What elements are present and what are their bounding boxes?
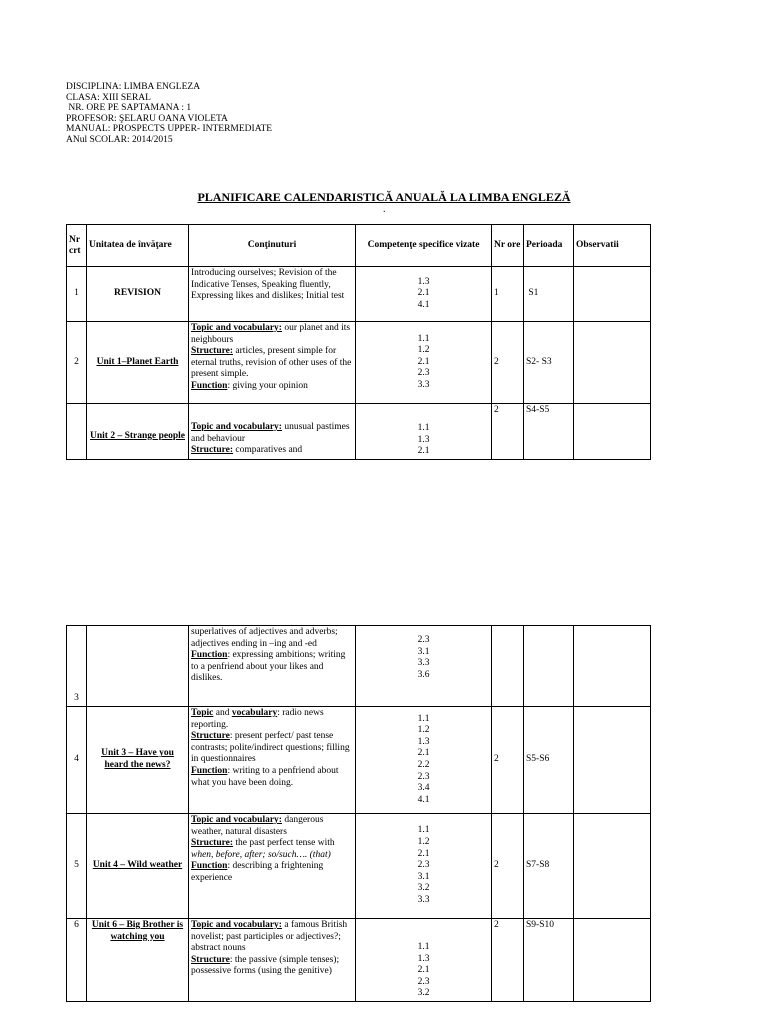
competence-item: 3.3 [417, 658, 430, 669]
content-cell [189, 404, 356, 460]
topic-text: dangerous weather, natural disasters [191, 815, 324, 837]
competence-item: 1.3 [417, 953, 430, 964]
row-number: 1 [67, 267, 87, 322]
topic-text: a famous British novelist; past participles or adjectives?; abstract nouns [191, 920, 348, 954]
table-row [67, 626, 651, 707]
period-cell [524, 626, 574, 707]
structure-label: Structure [191, 954, 230, 965]
col-header-nr: Nr crt [67, 225, 87, 267]
row-number [67, 404, 87, 460]
hours-cell: 2 [492, 404, 524, 460]
topic-mid: and [213, 708, 232, 718]
topic-label: Topic and vocabulary: [191, 323, 282, 333]
topic-label: Topic and vocabulary: [191, 920, 282, 930]
competence-item: 4.1 [417, 794, 430, 805]
table-row [67, 404, 651, 460]
observations-cell [574, 707, 651, 814]
structure-text: articles, present simple for eternal truths, revision of other uses of the present simple. [191, 346, 352, 380]
row-number: 5 [67, 814, 87, 919]
structure-text: : the passive (simple tenses); possessive forms (using the genitive) [191, 954, 340, 977]
competences-cell [356, 707, 492, 814]
observations-cell [574, 267, 651, 322]
structure-label: Structure: [191, 445, 234, 456]
structure-label: Structure [191, 731, 230, 742]
competence-item: 2.2 [417, 760, 430, 770]
observations-cell [574, 919, 651, 1002]
topic-text: our planet and its neighbours [191, 323, 351, 345]
observations-cell [574, 626, 651, 707]
unit-title: Unit 3 – Have you heard the news? [101, 748, 174, 770]
competence-item: 1.3 [417, 276, 430, 287]
document-header [66, 82, 272, 146]
period-cell: S5-S6 [524, 707, 574, 814]
function-label: Function [191, 650, 228, 661]
function-text: : expressing ambitions; writing to a penfriend about your likes and dislikes. [191, 650, 346, 684]
competence-item: 1.3 [417, 736, 430, 747]
competence-item: 1.2 [417, 345, 430, 356]
discipline-line: DISCIPLINA: LIMBA ENGLEZA [66, 82, 201, 92]
col-header-unit: Unitatea de învăţare [87, 225, 189, 267]
observations-cell [574, 404, 651, 460]
unit-name [87, 919, 189, 1002]
manual-line: MANUAL: PROSPECTS UPPER- INTERMEDIATE [66, 124, 273, 135]
period-cell: S7-S8 [524, 814, 574, 919]
topic-text: unusual pastimes and behaviour [191, 422, 350, 444]
planning-table-page2 [66, 625, 651, 1002]
function-text: : giving your opinion [227, 380, 308, 391]
page-title: PLANIFICARE CALENDARISTICĂ ANUALĂ LA LIMBA ENGLEZĂ [197, 190, 571, 204]
period-cell: S4-S5 [524, 404, 574, 460]
function-text: : describing a frightening experience [191, 861, 324, 883]
unit-title: Unit 6 – Big Brother is watching you [91, 920, 184, 942]
unit-name [87, 814, 189, 919]
structure-italic: when, before, after; so/such…. (that) [191, 849, 331, 860]
competence-item: 3.1 [417, 646, 430, 657]
unit-name [87, 707, 189, 814]
competence-item: 2.3 [417, 860, 430, 871]
competence-item: 3.2 [417, 883, 430, 894]
col-header-observations: Observatii [574, 225, 651, 267]
competence-item: 2.3 [417, 368, 430, 379]
competence-item: 1.1 [417, 942, 430, 953]
hours-cell: 2 [492, 322, 524, 404]
competence-item: 2.1 [417, 965, 430, 976]
school-year-line: ANul SCOLAR: 2014/2015 [66, 134, 173, 145]
competence-item: 1.3 [417, 434, 430, 445]
function-label: Function [191, 380, 228, 391]
topic-label: Topic and vocabulary: [191, 815, 282, 825]
col-header-hours: Nr ore [492, 225, 524, 267]
unit-name [87, 404, 189, 460]
unit-name [87, 322, 189, 404]
competence-item: 1.1 [417, 713, 430, 724]
structure-text: the past perfect tense with [233, 838, 335, 849]
table-row [67, 322, 651, 404]
col-header-content: Conţinuturi [189, 225, 356, 267]
content-text: superlatives of adjectives and adverbs; adjectives ending in –ing and -ed [191, 627, 338, 649]
competences-cell [356, 919, 492, 1002]
content-cell: Introducing ourselves; Revision of the Indicative Tenses, Speaking fluently, Expressing likes and dislikes; Initial test [189, 267, 356, 322]
hours-cell: 2 [492, 707, 524, 814]
table-row [67, 919, 651, 1002]
competence-item: 3.1 [417, 871, 430, 882]
competence-item: 2.1 [417, 446, 430, 457]
hours-line: NR. ORE PE SAPTAMANA : 1 [66, 103, 192, 114]
structure-label: Structure: [191, 838, 234, 849]
function-label: Function [191, 861, 228, 872]
content-cell [189, 919, 356, 1002]
competence-item: 1.1 [417, 423, 430, 434]
unit-name: REVISION [87, 267, 189, 322]
hours-cell [492, 626, 524, 707]
unit-title: Unit 1–Planet Earth [96, 356, 179, 367]
table-row [67, 707, 651, 814]
topic-label: Topic and vocabulary: [191, 422, 282, 432]
competence-item: 1.1 [417, 333, 430, 344]
table-header-row [67, 225, 651, 267]
competence-item: 1.1 [417, 825, 430, 836]
competence-item: 2.1 [417, 848, 430, 859]
vocabulary-label: vocabulary [231, 708, 278, 718]
competence-item: 1.2 [417, 725, 430, 736]
title-dot: . [383, 204, 386, 215]
row-number: 4 [67, 707, 87, 814]
competences-cell [356, 814, 492, 919]
row-number: 6 [67, 919, 87, 1002]
hours-cell: 2 [492, 814, 524, 919]
teacher-line: PROFESOR: ŞELARU OANA VIOLETA [66, 113, 228, 124]
structure-text: comparatives and [233, 445, 303, 456]
content-cell [189, 814, 356, 919]
competence-item: 3.3 [417, 379, 430, 390]
table-row [67, 267, 651, 322]
competence-item: 4.1 [417, 299, 430, 310]
structure-text: : present perfect/ past tense contrasts; polite/indirect questions; filling in questionnaires [191, 731, 350, 765]
col-header-competences: Competenţe specifice vizate [356, 225, 492, 267]
competence-item: 3.3 [417, 894, 430, 905]
competence-item: 3.4 [417, 783, 430, 794]
col-header-period: Perioada [524, 225, 574, 267]
competence-item: 2.1 [417, 356, 430, 367]
content-cell [189, 707, 356, 814]
observations-cell [574, 322, 651, 404]
competence-item: 2.3 [417, 976, 430, 987]
function-text: : writing to a penfriend about what you have been doing. [191, 765, 339, 788]
hours-cell: 2 [492, 919, 524, 1002]
competence-item: 1.2 [417, 837, 430, 848]
planning-table-page1 [66, 224, 651, 460]
topic-label: Topic [191, 708, 214, 718]
competences-cell [356, 404, 492, 460]
competence-item: 2.3 [417, 635, 430, 645]
period-cell: S1 [524, 267, 574, 322]
competences-cell [356, 267, 492, 322]
row-number [67, 626, 87, 707]
competence-item: 3.6 [417, 669, 430, 680]
competence-item: 2.1 [417, 748, 430, 759]
hours-cell: 1 [492, 267, 524, 322]
observations-cell [574, 814, 651, 919]
unit-title: Unit 2 – Strange people [90, 431, 185, 441]
unit-title: Unit 4 – Wild weather [92, 860, 183, 871]
unit-name [87, 626, 189, 707]
competences-cell [356, 626, 492, 707]
class-line: CLASA: XIII SERAL [66, 92, 151, 103]
content-cell [189, 626, 356, 707]
competence-item: 2.1 [417, 288, 430, 299]
period-cell: S2- S3 [524, 322, 574, 404]
row-number: 2 [67, 322, 87, 404]
structure-label: Structure: [191, 346, 234, 357]
table-row [67, 814, 651, 919]
row-number-text: 3 [74, 693, 79, 704]
function-label: Function [191, 765, 228, 776]
competences-cell [356, 322, 492, 404]
content-cell [189, 322, 356, 404]
period-cell: S9-S10 [524, 919, 574, 1002]
competence-item: 2.3 [417, 771, 430, 782]
competence-item: 3.2 [417, 988, 430, 999]
topic-text: : radio news reporting. [191, 708, 324, 730]
